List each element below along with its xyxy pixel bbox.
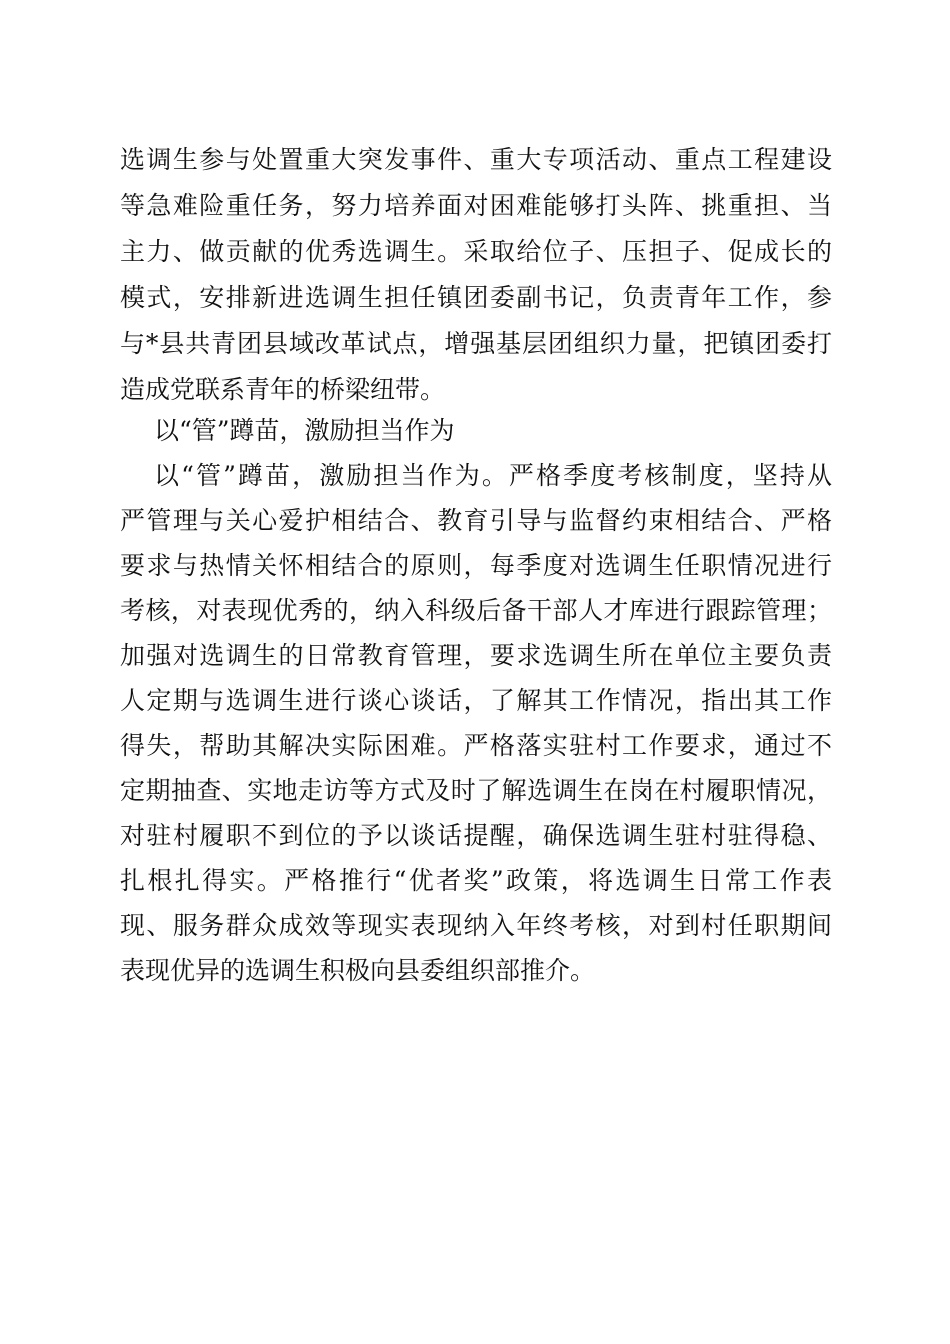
paragraph-1-line-4: 模式，安排新进选调生担任镇团委副书记，负责青年工作，参 [120,283,832,312]
paragraph-1-line-1: 选调生参与处置重大突发事件、重大专项活动、重点工程建设 [120,145,832,174]
paragraph-2-line-3: 要求与热情关怀相结合的原则，每季度对选调生任职情况进行 [120,551,832,580]
paragraph-2-line-9: 对驻村履职不到位的予以谈话提醒，确保选调生驻村驻得稳、 [120,821,832,850]
section-heading: 以“管”蹲苗，激励担当作为 [154,416,455,445]
paragraph-1-line-6: 造成党联系青年的桥梁纽带。 [120,375,446,404]
paragraph-2-line-8: 定期抽查、实地走访等方式及时了解选调生在岗在村履职情况， [120,776,832,805]
paragraph-2-line-2: 严管理与关心爱护相结合、教育引导与监督约束相结合、严格 [120,506,832,535]
paragraph-1-line-2: 等急难险重任务，努力培养面对困难能够打头阵、挑重担、当 [120,191,832,220]
paragraph-1-line-5: 与*县共青团县域改革试点，增强基层团组织力量，把镇团委打 [120,329,832,358]
paragraph-2-line-5: 加强对选调生的日常教育管理，要求选调生所在单位主要负责 [120,641,832,670]
paragraph-2-line-11: 现、服务群众成效等现实表现纳入年终考核，对到村任职期间 [120,911,832,940]
paragraph-2-line-4: 考核，对表现优秀的，纳入科级后备干部人才库进行跟踪管理； [120,596,832,625]
paragraph-1-line-3: 主力、做贡献的优秀选调生。采取给位子、压担子、促成长的 [120,237,832,266]
paragraph-2-line-6: 人定期与选调生进行谈心谈话，了解其工作情况，指出其工作 [120,686,832,715]
paragraph-2-line-10: 扎根扎得实。严格推行“优者奖”政策，将选调生日常工作表 [120,866,832,895]
paragraph-2-line-1: 以“管”蹲苗，激励担当作为。严格季度考核制度，坚持从 [154,461,832,490]
paragraph-2-line-12: 表现优异的选调生积极向县委组织部推介。 [120,956,596,985]
paragraph-2-line-7: 得失，帮助其解决实际困难。严格落实驻村工作要求，通过不 [120,731,832,760]
